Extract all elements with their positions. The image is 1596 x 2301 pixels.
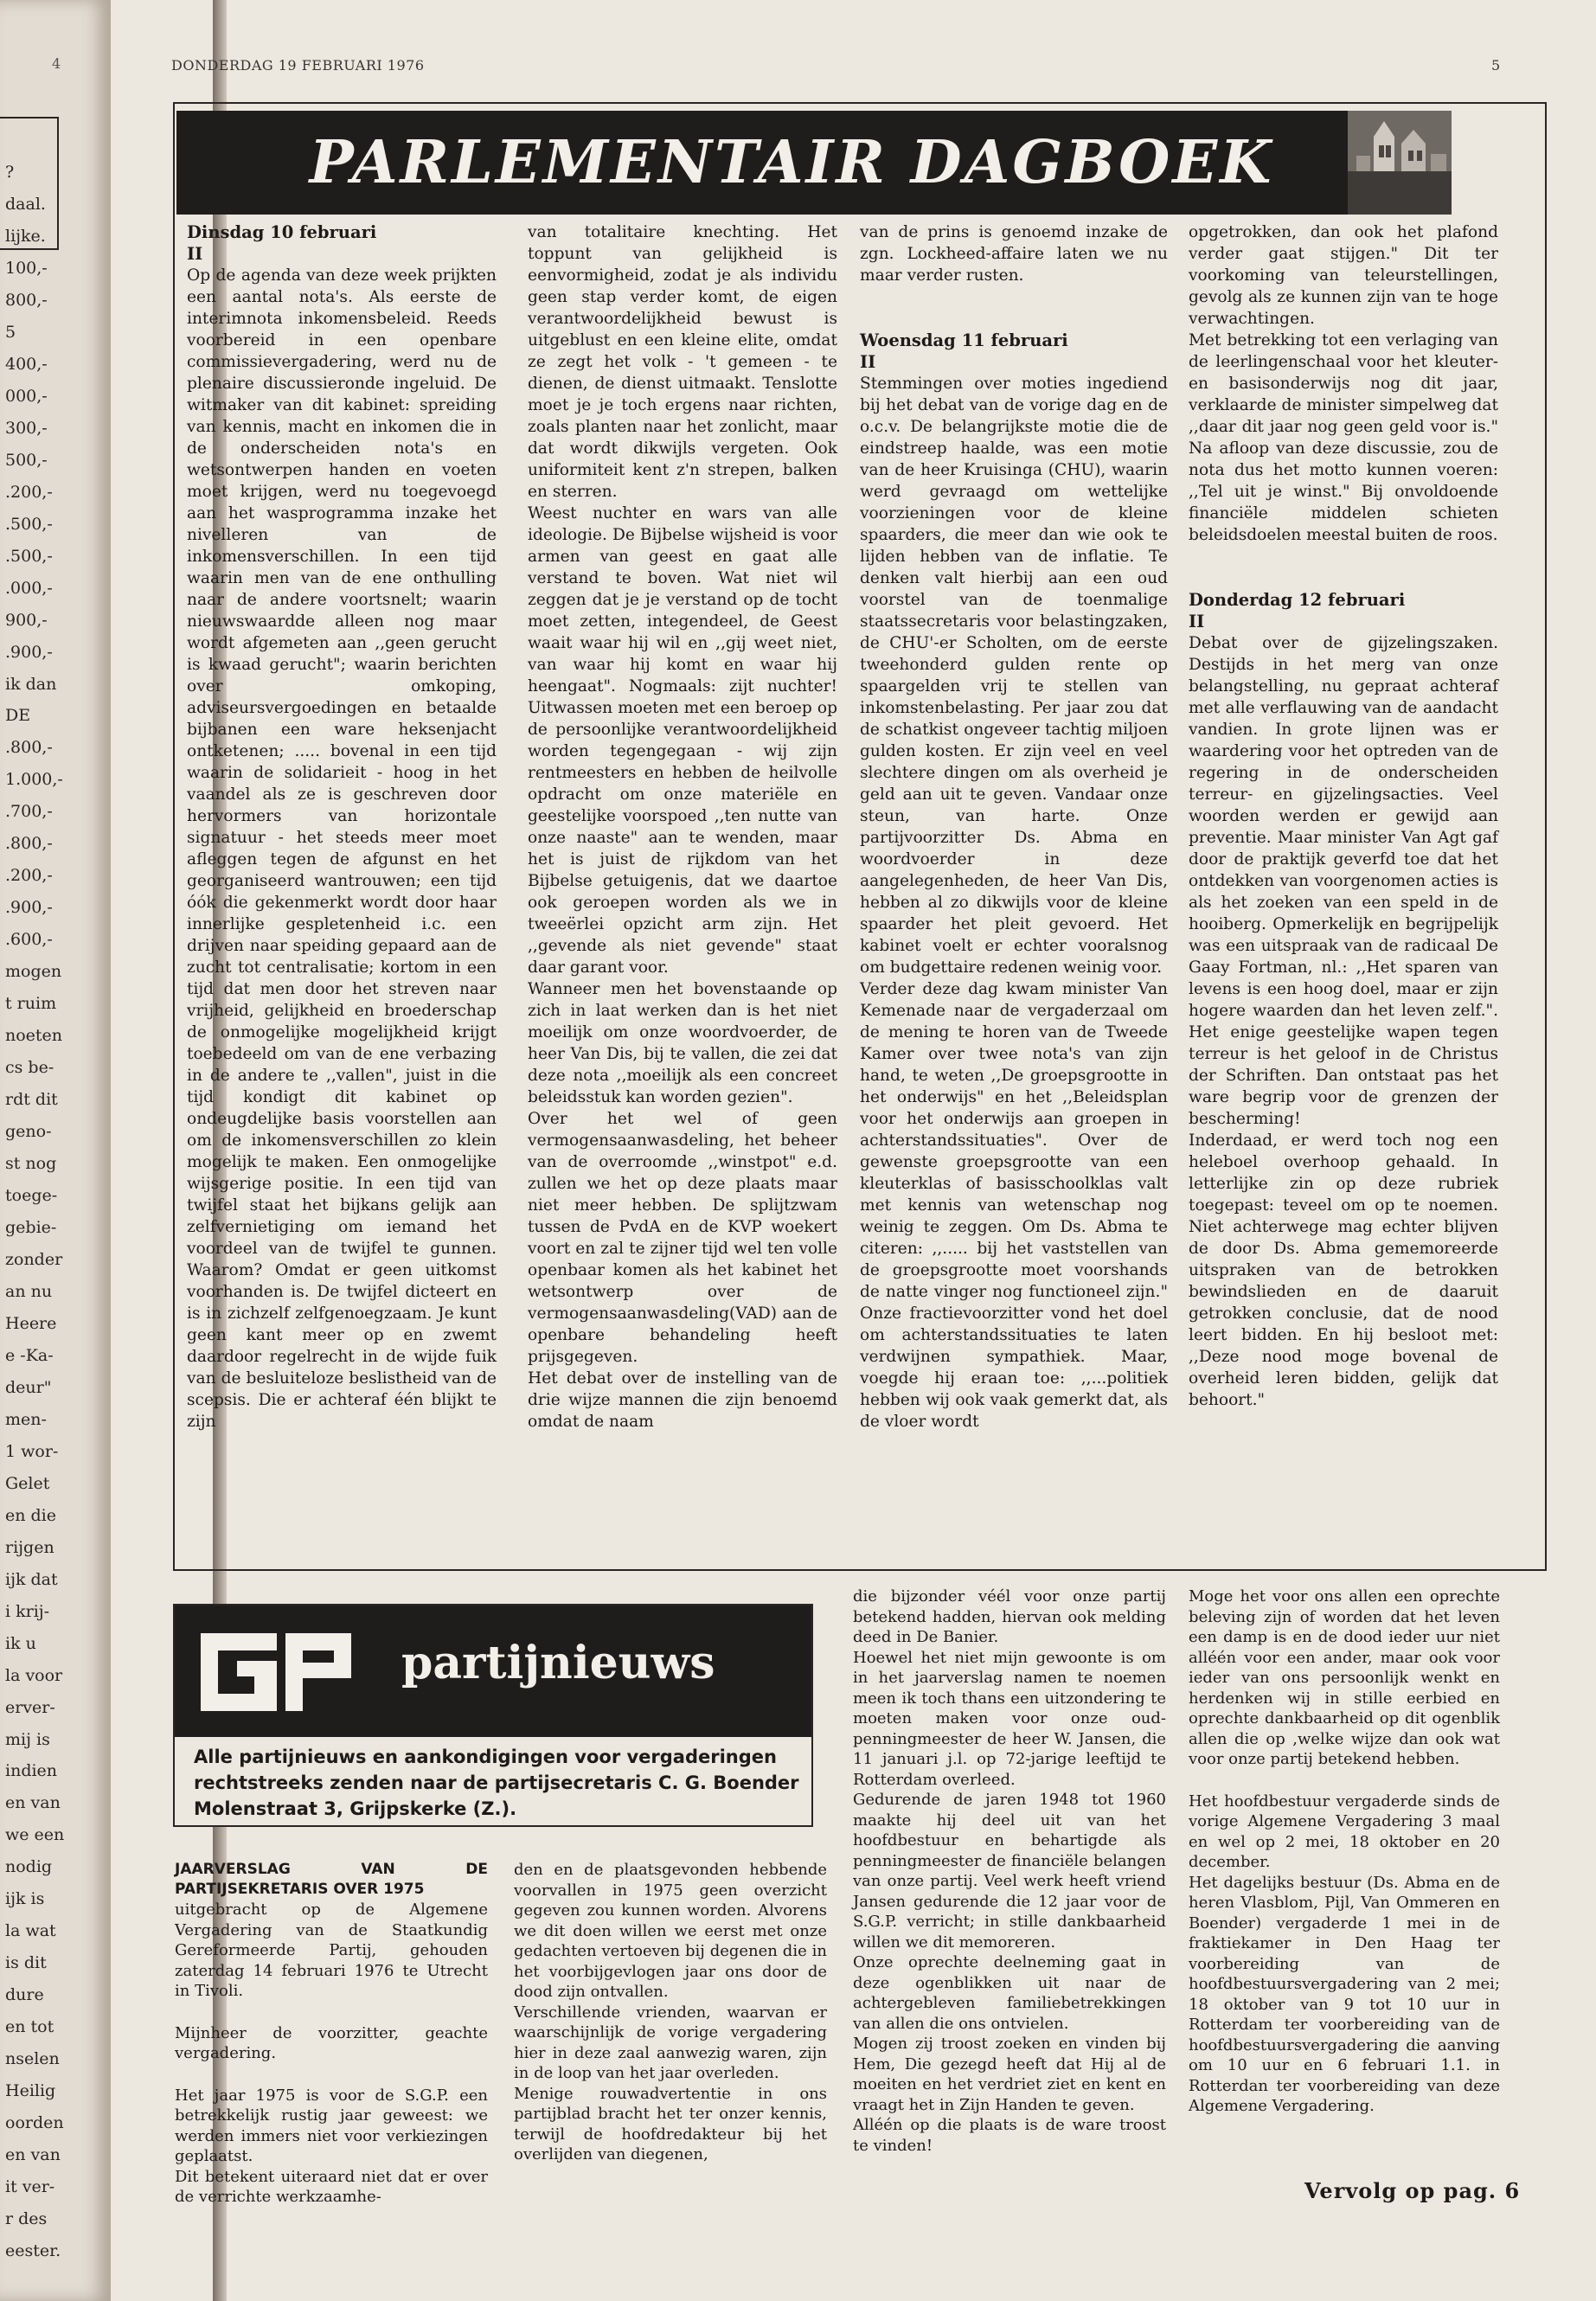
gutter-fragment: men- — [5, 1410, 47, 1429]
partijnieuws-box — [173, 1604, 813, 1827]
paragraph: Met betrekking tot een verlaging van de leerlingenschaal voor het kleuter- en basisonderwijs nog dit jaar, verklaarde de minister simpelweg dat ,,daar dit jaar nog geen geld voor is." Na afloop van deze discussie, zou de nota dus het motto kunnen voeren: ,,Tel uit je winst." Bij onvoldoende financiële middelen schieten beleidsdoelen meestal buiten de roos. — [1189, 331, 1498, 544]
gutter-fragment: Gelet — [5, 1474, 50, 1493]
jaarverslag-column-1 — [175, 1860, 488, 2208]
header-date: DONDERDAG 19 FEBRUARI 1976 — [171, 57, 425, 74]
gutter-fragment: 800,- — [5, 291, 48, 310]
gutter-fragment: it ver- — [5, 2177, 55, 2196]
paragraph: Moge het voor ons allen een oprechte beleving zijn of worden dat het leven een damp is en de dood ieder uur niet alléén voor een ander, maar ook voor ieder van ons persoonlijk wenkt en herdenken wij in stille eerbied en oprechte dankbaarheid op dit ogenblik allen die op ,welke wijze dan ook wat voor onze partij betekend hebben. — [1189, 1587, 1500, 1768]
gutter-fragment: 1.000,- — [5, 770, 63, 789]
gutter-fragment: 900,- — [5, 611, 48, 630]
gutter-fragment: is dit — [5, 1953, 47, 1972]
left-page-number: 4 — [52, 55, 61, 72]
gutter-fragment: 000,- — [5, 387, 48, 406]
gutter-fragment: en tot — [5, 2017, 54, 2036]
paragraph: Weest nuchter en wars van alle ideologie. De Bijbelse wijsheid is voor armen van geest en gaat alle verstand te boven. Wat niet wil zeggen dat je je verstand op de tocht moet zetten, integendeel, de Geest waait waar hij wil en ,,gij weet niet, van waar hij komt en waar hij heengaat". Nogmaals: zijt nuchter! Uitwassen moeten met een beroep op de persoonlijke verantwoordelijkheid worden tegengegaan - wij zijn rentmeesters en hebben de heilvolle opdracht om onze materiële en geestelijke voorspoed ,,ten nutte van onze naaste" aan te wenden, maar het is juist de rijkdom van het Bijbelse getuigenis, dat we daartoe ook geroepen worden als we in tweeërlei opzicht arm zijn. Het ,,gevende als niet gevende" staat daar garant voor. — [528, 504, 837, 977]
newspaper-page — [111, 0, 1596, 2301]
paragraph: Verschillende vrienden, waarvan er waarschijnlijk de vorige vergadering hier in deze zaal aanwezig waren, zijn in de loop van het jaar overleden. — [514, 2003, 827, 2082]
gutter-fragment: .700,- — [5, 802, 53, 821]
gutter-fragment: ijk is — [5, 1889, 45, 1908]
partijnieuws-notice: Alle partijnieuws en aankondigingen voor vergaderingen rechtstreeks zenden naar de partijsecretaris C. G. Boender Molenstraat 3, Grijpskerke (Z.). — [194, 1747, 799, 1819]
gutter-fragment: 5 — [5, 323, 16, 342]
day-heading-thursday: Donderdag 12 februari — [1189, 590, 1406, 610]
gutter-fragment: en van — [5, 1793, 61, 1812]
gutter-fragment: en van — [5, 2145, 61, 2164]
gutter-fragment: .800,- — [5, 834, 53, 853]
dagboek-column-2 — [528, 221, 837, 1433]
dagboek-column-4 — [1189, 221, 1498, 1411]
gutter-fragment: .500,- — [5, 515, 53, 534]
jaarverslag-column-2 — [514, 1860, 827, 2165]
gutter-fragment: lijke. — [5, 227, 46, 246]
gutter-fragment: en die — [5, 1506, 57, 1525]
gutter-fragment: ik dan — [5, 675, 57, 694]
gutter-fragment: DE — [5, 706, 31, 725]
chamber-marker: II — [1189, 612, 1205, 631]
gutter-fragment: r des — [5, 2209, 48, 2228]
paragraph: Menige rouwadvertentie in ons partijblad bracht het ter onzer kennis, terwijl de hoofdredakteur bij het overlijden van diegenen, — [514, 2084, 827, 2163]
previous-page-gutter — [0, 0, 111, 2301]
paragraph: Wanneer men het bovenstaande op zich in laat werken dan is het niet moeilijk om onze woordvoerder, de heer Van Dis, bij te vallen, die zei dat deze nota ,,moeilijk als een concreet beleidsstuk kan worden gezien". — [528, 980, 837, 1106]
gutter-fragment: oorden — [5, 2113, 64, 2132]
gutter-fragment: .500,- — [5, 547, 53, 566]
paragraph: van totalitaire knechting. Het toppunt van gelijkheid is eenvormigheid, zodat je als individu geen stap verder komt, de eigen verantwoordelijkheid bewust is uitgeblust en een kleine elite, omdat ze zegt het volk - 't gemeen - te dienen, de dienst uitmaakt. Tenslotte moet je je toch ergens naar richten, zoals planten naar het zonlicht, maar dat wordt dikwijls vergeten. Ook uniformiteit kent z'n strepen, balken en sterren. — [528, 223, 837, 501]
gutter-fragment: gebie- — [5, 1218, 57, 1237]
gutter-fragment: geno- — [5, 1122, 52, 1141]
header-page-number: 5 — [1491, 57, 1501, 74]
dagboek-column-3 — [860, 221, 1168, 1433]
jaarverslag-heading: JAARVERSLAG VAN DE PARTIJSEKRETARIS OVER 1975 — [175, 1861, 488, 1898]
gutter-fragment: 300,- — [5, 419, 48, 438]
paragraph: Over het wel of geen vermogensaanwasdeling, het beheer van de overroomde ,,winstpot" e.d. zullen we het op deze plaats maar niet meer hebben. De splijtzwam tussen de PvdA en de KVP woekert voort en zal te zijner tijd wel ten volle openbaar komen als het kabinet het wetsontwerp over de vermogensaanwasdeling(VAD) aan de openbare behandeling heeft prijsgegeven. — [528, 1110, 837, 1366]
paragraph: den en de plaatsgevonden hebbende voorvallen in 1975 geen overzicht gegeven zou kunnen worden. Alvorens we dit doen willen we eerst met onze gedachten vertoeven bij degenen die in het voorbijgevlogen jaar ons door de dood zijn ontvallen. — [514, 1861, 827, 2001]
day-heading-wednesday: Woensdag 11 februari — [860, 330, 1068, 350]
gutter-fragment: .000,- — [5, 579, 53, 598]
gutter-fragment: .200,- — [5, 483, 53, 502]
gutter-fragment: .900,- — [5, 643, 53, 662]
continued-on-page: Vervolg op pag. 6 — [1304, 2178, 1521, 2203]
banner — [176, 111, 1407, 215]
gutter-fragment: dure — [5, 1985, 44, 2004]
paragraph: Het debat over de instelling van de drie wijze mannen die zijn benoemd omdat de naam — [528, 1369, 837, 1431]
paragraph: Het dagelijks bestuur (Ds. Abma en de heren Vlasblom, Pijl, Van Ommeren en Boender) vergaderde 1 mei in de fraktiekamer in Den Haag ter voorbereiding van de hoofdbestuursvergadering van 2 mei; 18 oktober van 9 tot 10 uur in Rotterdam ter voorbereiding van de hoofdbestuursvergadering die aanving om 10 uur en 6 februari 1.1. in Rotterdan ter voorbereiding van deze Algemene Vergadering. — [1189, 1873, 1500, 2115]
gutter-fragment: ik u — [5, 1634, 36, 1653]
gutter-fragment: nselen — [5, 2049, 60, 2068]
paragraph: Inderdaad, er werd toch nog een heleboel overhoop gehaald. In letterlijke zin op deze rubriek toegepast: teveel om op te noemen. Niet achterwege mag echter blijven de door Ds. Abma gememoreerde uitspraken van de betrokken bewindslieden en de daaruit getrokken conclusie, dat de nood leert bidden. En hij besloot met: ,,Deze nood moge bovenal de overheid leren bidden, gelijk dat behoort." — [1189, 1131, 1498, 1409]
gutter-fragment: 400,- — [5, 355, 48, 374]
gutter-fragment: .800,- — [5, 738, 53, 757]
gutter-fragment: e -Ka- — [5, 1346, 54, 1365]
paragraph: Stemmingen over moties ingediend bij het debat van de vorige dag en de o.c.v. De belangrijkste motie die de eindstreep haalde, was een motie van de heer Kruisinga (CHU), waarin werd gevraagd om wettelijke voorzieningen voor de kleine spaarders, die meer dan wie ook te lijden hebben van de inflatie. Te denken valt hierbij aan een oud voorstel van de toenmalige staatssecretaris voor belastingzaken, de CHU'-er Scholten, om de eerste tweehonderd gulden rente op spaargelden vrij te stellen van inkomstenbelasting. Per jaar zou dat de schatkist ongeveer tachtig miljoen gulden kosten. Er zijn veel en veel slechtere dingen om als overheid je geld aan uit te geven. Vandaar onze steun, van harte. Onze partijvoorzitter Ds. Abma en woordvoerder in deze aangelegenheden, de heer Van Dis, hebben al zo dikwijls voor de kleine spaarder het pleit gevoerd. Het kabinet voelt er echter vooralsnog om budgettaire redenen weinig voor. — [860, 375, 1168, 977]
gutter-fragment: .200,- — [5, 866, 53, 885]
gutter-fragment: la voor — [5, 1666, 63, 1685]
banner-title: PARLEMENTAIR DAGBOEK — [309, 128, 1274, 197]
gutter-fragment: st nog — [5, 1154, 57, 1173]
paragraph: Mogen zij troost zoeken en vinden bij Hem, Die gezegd heeft dat Hij al de moeiten en het verdriet ziet en kent en vraagt het in Zijn Handen te geven. — [853, 2035, 1166, 2114]
gutter-fragment: 500,- — [5, 451, 48, 470]
gutter-fragment: daal. — [5, 195, 46, 214]
day-heading-tuesday: Dinsdag 10 februari — [187, 222, 377, 242]
gutter-fragment: noeten — [5, 1026, 63, 1045]
partijnieuws-title: partijnieuws — [401, 1637, 715, 1689]
chamber-marker: II — [187, 244, 203, 264]
gutter-fragment: 1 wor- — [5, 1442, 59, 1461]
gutter-fragment: 100,- — [5, 259, 48, 278]
chamber-marker: II — [860, 352, 876, 372]
gutter-fragment: Heilig — [5, 2081, 56, 2100]
jaarverslag-column-4 — [1189, 1586, 1500, 2117]
gutter-fragment: an nu — [5, 1282, 53, 1301]
dagboek-column-1 — [187, 221, 497, 1433]
gutter-fragment: nodig — [5, 1857, 53, 1876]
gutter-fragment: cs be- — [5, 1058, 54, 1077]
paragraph: Gedurende de jaren 1948 tot 1960 maakte hij deel uit van het hoofdbestuur en behartigde als penningmeester de financiële belangen van onze partij. Veel werk heeft vriend Jansen gedurende die 12 jaar voor de S.G.P. verricht; in stille dankbaarheid willen we dit memoreren. — [853, 1791, 1166, 1952]
gutter-fragment: deur" — [5, 1378, 52, 1397]
gutter-fragment: indien — [5, 1761, 58, 1780]
paragraph: Mijnheer de voorzitter, geachte vergadering. — [175, 2023, 488, 2062]
gutter-fragment: i krij- — [5, 1602, 50, 1621]
paragraph: opgetrokken, dan ook het plafond verder gaat stijgen." Dit ter voorkoming van teleurstellingen, gevolg als ze kunnen zijn van te hoge verwachtingen. — [1189, 223, 1498, 328]
paragraph: Alléén op die plaats is de ware troost te vinden! — [853, 2116, 1166, 2155]
gutter-fragment: rdt dit — [5, 1090, 58, 1109]
paragraph: Verder deze dag kwam minister Van Kemenade naar de vergaderzaal om de mening te horen van de Tweede Kamer over twee nota's van zijn hand, te weten ,,De groepsgrootte in het onderwijs" en het ,,Beleidsplan voor het onderwijs aan groepen in achterstandssituaties". Over de gewenste groepsgrootte van een kleuterklas of basisschoolklas valt met kennis van wetenschap nog weinig te zeggen. Om Ds. Abma te citeren: ,,..... bij het vaststellen van de groepsgrootte moet voorshands de natte vinger nog functioneel zijn." Onze fractievoorzitter vond het doel om achterstandssituaties te laten verdwijnen sympathiek. Maar, voegde hij eraan toe: ,,...politiek hebben wij ook vaak gemerkt dat, als de vloer wordt — [860, 980, 1168, 1431]
sgp-logo-icon — [194, 1625, 358, 1720]
gutter-fragment: la wat — [5, 1921, 56, 1940]
gutter-fragment: mogen — [5, 962, 62, 981]
gutter-fragment: eester. — [5, 2241, 61, 2260]
paragraph: van de prins is genoemd inzake de zgn. Lockheed-affaire laten we nu maar verder rusten. — [860, 223, 1168, 285]
paragraph: Hoewel het niet mijn gewoonte is om in het jaarverslag namen te noemen meen ik toch thans een uitzondering te moeten maken voor onze oud-penningmeester de heer W. Jansen, die 11 januari j.l. op 72-jarige leeftijd te Rotterdam overleed. — [853, 1648, 1166, 1789]
gutter-fragment: zonder — [5, 1250, 63, 1269]
paragraph: die bijzonder véél voor onze partij betekend hadden, hiervan ook melding deed in De Banier. — [853, 1587, 1166, 1646]
gutter-fragment: t ruim — [5, 994, 57, 1013]
paragraph: Onze oprechte deelneming gaat in deze ogenblikken uit naar de achtergebleven familiebetrekkingen van allen die ons ontvielen. — [853, 1953, 1166, 2033]
gutter-fragment: mij is — [5, 1730, 50, 1749]
paragraph: Op de agenda van deze week prijkten een aantal nota's. Als eerste de interimnota inkomensbeleid. Reeds voorbereid in een openbare commissievergadering, werd nu de plenaire discussieronde ingeluid. De witmaker van dit kabinet: spreiding van kennis, macht en inkomen die in de onderscheiden nota's en wetsontwerpen handen en voeten moet krijgen, werd nu toegevoegd aan het wasprogramma inzake het nivelleren van de inkomensverschillen. In een tijd waarin men van de ene onthulling naar de andere voortsnelt; waarin nieuwswaardde alleen nog maar wordt afgemeten aan ,,geen gerucht is kwaad gerucht"; waarin berichten over omkoping, adviseursvergoedingen en betaalde bijbanen een ware heksenjacht ontketenen; ..... bovenal in een tijd waarin de solidarieit - hoog in het vaandel als ze is geschreven door hervormers van horizontale signatuur - het steeds meer moet afleggen tegen de afgunst en het georganiseerd wantrouwen; een tijd óók die gekenmerkt wordt door haar innerlijke gespletenheid i.c. een drijven naar speiding gepaard aan de zucht tot centralisatie; kortom in een tijd dat men door het streven naar vrijheid, gelijkheid en broederschap de onmogelijke mogelijkheid krijgt toebedeeld om van de ene verbazing in de andere te ,,vallen", juist in die tijd kondigt dit kabinet op ondeugdelijke basis voorstellen aan om de inkomensverschillen zo klein mogelijk te maken. Een onmogelijke wijsgerige positie. In een tijd van twijfel staat het bijkans gelijk aan zelfvernietiging om iemand het voordeel van de twijfel te gunnen. Waarom? Omdat er geen uitkomst voorhanden is. De twijfel dicteert en is in zichzelf zelfgenoegzaam. Je kunt geen kant meer op en zwemt daardoor regelrecht in de wijde fuik van de besluiteloze beslistheid van de scepsis. Die er achteraf één blijkt te zijn — [187, 266, 497, 1431]
gutter-fragment: .600,- — [5, 930, 53, 949]
gutter-fragment: Heere — [5, 1314, 57, 1333]
gutter-fragment: erver- — [5, 1698, 55, 1717]
paragraph: uitgebracht op de Algemene Vergadering van de Staatkundig Gereformeerde Partij, gehouden zaterdag 14 februari 1976 te Utrecht in Tivoli. — [175, 1900, 488, 2000]
gutter-fragment: ? — [5, 163, 15, 182]
gutter-fragment: rijgen — [5, 1538, 54, 1557]
paragraph: Dit betekent uiteraard niet dat er over de verrichte werkzaamhe- — [175, 2167, 488, 2206]
gutter-fragment: .900,- — [5, 898, 53, 917]
paragraph: Het jaar 1975 is voor de S.G.P. een betrekkelijk rustig jaar geweest: we werden immers niet voor verkiezingen geplaatst. — [175, 2086, 488, 2165]
gutter-fragment: we een — [5, 1825, 65, 1844]
partijnieuws-header — [175, 1606, 811, 1737]
paragraph: Debat over de gijzelingszaken. Destijds in het merg van onze belangstelling, nu gepraat achteraf met alle verflauwing van de aandacht vandien. In grote lijnen was er waardering voor het optreden van de regering in de onderscheiden terreur- en gijzelingsacties. Veel woorden werden er gewijd aan preventie. Maar minister Van Agt gaf door de praktijk geverfd toe dat het ontdekken van voorgenomen acties is als het zoeken van een speld in de hooiberg. Opmerkelijk en begrijpelijk was een uitspraak van de radicaal De Gaay Fortman, nl.: ,,Het sparen van levens is een hoog doel, maar er zijn hogere waarden dan het leven zelf.". Het enige geestelijke wapen tegen terreur is het geloof in de Christus der Schriften. Dan ontstaat pas het ware begrip voor de grenzen der bescherming! — [1189, 634, 1498, 1128]
gutter-fragment: toege- — [5, 1186, 58, 1205]
jaarverslag-column-3 — [853, 1586, 1166, 2156]
parliament-building-image — [1348, 111, 1452, 215]
paragraph: Het hoofdbestuur vergaderde sinds de vorige Algemene Vergadering 3 maal en wel op 2 mei, 18 oktober en 20 december. — [1189, 1791, 1500, 1871]
gutter-fragment: ijk dat — [5, 1570, 58, 1589]
